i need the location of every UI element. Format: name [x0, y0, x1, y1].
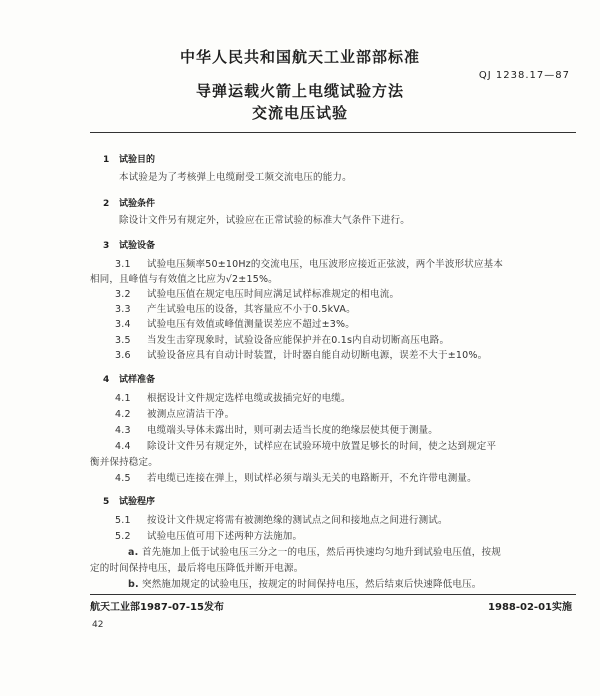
header-divider [90, 132, 576, 133]
clause-5-2: 5.2 试验电压值可用下述两种方法施加。 [115, 531, 303, 542]
clause-3-6: 3.6 试验设备应具有自动计时装置，计时器自能自动切断电源，误差不大于±10%。 [115, 350, 488, 361]
section-heading-5: 5 试验程序 [103, 497, 156, 507]
section-heading-3: 3 试验设备 [103, 241, 156, 251]
clause-4-4: 4.4 除设计文件另有规定外，试样应在试验环境中放置足够长的时间，使之达到规定平 [115, 441, 497, 452]
standard-code: QJ 1238.17—87 [478, 70, 570, 81]
clause-3-2: 3.2 试验电压值在规定电压时间应满足试样标准规定的相电流。 [115, 289, 400, 300]
clause-3-4: 3.4 试验电压有效值或峰值测量误差应不超过±3%。 [115, 319, 355, 330]
clause-5-1: 5.1 按设计文件规定将需有被测绝缘的测试点之间和接地点之间进行测试。 [115, 515, 448, 526]
clause-5-2-a: a. 首先施加上低于试验电压三分之一的电压，然后再快速均匀地升到试验电压值，按规 [128, 547, 501, 558]
section-heading-4: 4 试样准备 [103, 375, 156, 385]
paragraph-2: 除设计文件另有规定外，试验应在正常试验的标准大气条件下进行。 [119, 215, 411, 226]
clause-3-3: 3.3 产生试验电压的设备，其容量应不小于0.5kVA。 [115, 304, 356, 315]
clause-3-1: 3.1 试验电压频率50±10Hz的交流电压，电压波形应接近正弦波，两个半波形状应基本 [115, 259, 504, 270]
footer-divider [90, 594, 576, 595]
standard-organization: 中华人民共和国航天工业部部标准 [179, 48, 420, 66]
issue-date: 航天工业部1987-07-15发布 [90, 602, 224, 613]
section-heading-2: 2 试验条件 [103, 199, 156, 209]
clause-4-5: 4.5 若电缆已连接在弹上，则试样必须与端头无关的电路断开，不允许带电测量。 [115, 473, 477, 484]
clause-4-1: 4.1 根据设计文件规定选样电缆或拔插完好的电缆。 [115, 393, 351, 404]
clause-5-2-a-continued: 定的时间保持电压，最后将电压降低并断开电源。 [90, 563, 304, 574]
document-subtitle: 交流电压试验 [251, 104, 348, 122]
section-heading-1: 1 试验目的 [103, 155, 156, 165]
clause-3-1-continued: 相同，且峰值与有效值之比应为√2±15%。 [90, 274, 278, 285]
clause-4-3: 4.3 电缆端头导体未露出时，则可剥去适当长度的绝缘层使其便于测量。 [115, 425, 439, 436]
document-title: 导弹运载火箭上电缆试验方法 [195, 82, 404, 100]
page-number: 42 [92, 620, 104, 630]
paragraph-1: 本试验是为了考核弹上电缆耐受工频交流电压的能力。 [119, 172, 352, 183]
effective-date: 1988-02-01实施 [488, 602, 572, 613]
clause-4-4-continued: 衡并保持稳定。 [90, 457, 158, 468]
clause-3-5: 3.5 当发生击穿现象时，试验设备应能保护并在0.1s内自动切断高压电路。 [115, 335, 450, 346]
clause-5-2-b: b. 突然施加规定的试验电压，按规定的时间保持电压，然后结束后快速降低电压。 [128, 579, 482, 590]
clause-4-2: 4.2 被测点应清洁干净。 [115, 409, 235, 420]
